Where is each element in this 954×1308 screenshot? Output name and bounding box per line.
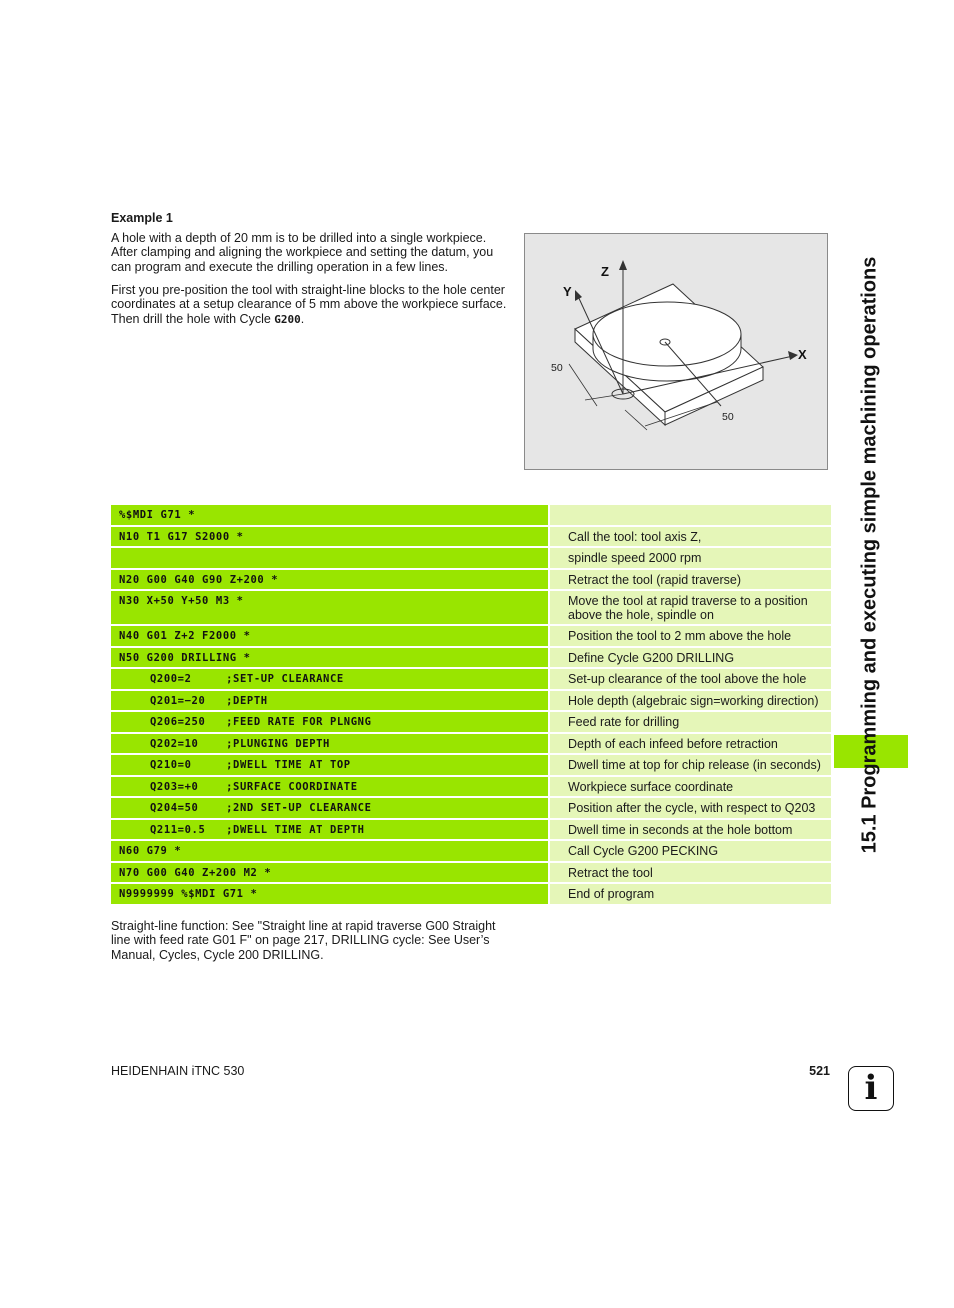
program-row — [111, 669, 831, 689]
dim-x-label: 50 — [722, 411, 734, 423]
program-code: Q202=10 ;PLUNGING DEPTH — [111, 734, 548, 754]
program-row — [111, 626, 831, 646]
workpiece-drawing — [525, 234, 827, 469]
preposition-text: First you pre-position the tool with straight-line blocks to the hole center coordinates at a setup clearance of 5 mm above the workpiece surface. Then drill the hole with Cycle — [111, 283, 507, 326]
info-glyph: i — [864, 1068, 878, 1108]
program-row — [111, 691, 831, 711]
program-row — [111, 648, 831, 668]
program-comment: Workpiece surface coordinate — [550, 777, 831, 797]
program-row — [111, 820, 831, 840]
program-row — [111, 841, 831, 861]
program-row — [111, 755, 831, 775]
dim-x-ext — [625, 410, 647, 430]
disc-top — [593, 302, 741, 366]
program-code: %$MDI G71 * — [111, 505, 548, 525]
section-title-vertical — [850, 215, 890, 895]
program-code: N40 G01 Z+2 F2000 * — [111, 626, 548, 646]
program-code: Q206=250 ;FEED RATE FOR PLNGNG — [111, 712, 548, 732]
program-row — [111, 777, 831, 797]
program-code: N70 G00 G40 Z+200 M2 * — [111, 863, 548, 883]
intro-paragraph: A hole with a depth of 20 mm is to be drilled into a single workpiece. After clamping and aligning the workpiece and setting the datum, you can program and execute the drilling operation in a few lines. — [111, 231, 494, 274]
program-table — [111, 503, 831, 906]
program-row — [111, 548, 831, 568]
cycle-code: G200 — [274, 312, 301, 326]
section-title: 15.1 Programming and executing simple machining operations — [858, 256, 881, 854]
program-comment: Define Cycle G200 DRILLING — [550, 648, 831, 668]
z-arrow — [619, 260, 627, 270]
program-comment: Position the tool to 2 mm above the hole — [550, 626, 831, 646]
program-comment: Dwell time at top for chip release (in seconds) — [550, 755, 831, 775]
program-code: N20 G00 G40 G90 Z+200 * — [111, 570, 548, 590]
footer-product: HEIDENHAIN iTNC 530 — [111, 1064, 245, 1078]
program-code: N60 G79 * — [111, 841, 548, 861]
program-comment: Call the tool: tool axis Z, — [550, 527, 831, 547]
preposition-end: . — [300, 311, 305, 326]
program-body — [111, 505, 831, 904]
axis-x-label: X — [798, 347, 807, 362]
program-code — [111, 548, 548, 568]
axis-y-label: Y — [563, 284, 572, 299]
program-comment: Retract the tool — [550, 863, 831, 883]
program-row — [111, 712, 831, 732]
x-arrow — [788, 351, 798, 360]
axis-z-label: Z — [601, 264, 609, 279]
program-row — [111, 505, 831, 525]
program-row — [111, 734, 831, 754]
program-comment: Position after the cycle, with respect to Q203 — [550, 798, 831, 818]
page-number: 521 — [809, 1064, 830, 1078]
program-code: Q211=0.5 ;DWELL TIME AT DEPTH — [111, 820, 548, 840]
program-code: N9999999 %$MDI G71 * — [111, 884, 548, 904]
program-code: Q200=2 ;SET-UP CLEARANCE — [111, 669, 548, 689]
preposition-paragraph — [111, 283, 511, 327]
program-code: Q201=−20 ;DEPTH — [111, 691, 548, 711]
program-code: Q203=+0 ;SURFACE COORDINATE — [111, 777, 548, 797]
example-heading: Example 1 — [111, 211, 173, 225]
workpiece-figure — [524, 233, 828, 470]
program-comment: Dwell time in seconds at the hole bottom — [550, 820, 831, 840]
program-row — [111, 527, 831, 547]
program-comment: End of program — [550, 884, 831, 904]
dim-y-line — [569, 364, 597, 406]
program-code: Q210=0 ;DWELL TIME AT TOP — [111, 755, 548, 775]
program-row — [111, 863, 831, 883]
y-arrow — [575, 290, 582, 301]
program-row — [111, 570, 831, 590]
program-comment — [550, 505, 831, 525]
program-row — [111, 591, 831, 624]
dim-y-label: 50 — [551, 362, 563, 374]
program-code: N50 G200 DRILLING * — [111, 648, 548, 668]
program-code: N10 T1 G17 S2000 * — [111, 527, 548, 547]
program-row — [111, 798, 831, 818]
program-code: N30 X+50 Y+50 M3 * — [111, 591, 548, 624]
cross-reference: Straight-line function: See "Straight line at rapid traverse G00 Straight line with feed rate G01 F" on page 217, DRILLING cycle: See User’s Manual, Cycles, Cycle 200 DRILLING. — [111, 919, 496, 962]
program-comment: Retract the tool (rapid traverse) — [550, 570, 831, 590]
program-comment: Feed rate for drilling — [550, 712, 831, 732]
program-row — [111, 884, 831, 904]
program-comment: Depth of each infeed before retraction — [550, 734, 831, 754]
program-comment: Move the tool at rapid traverse to a position above the hole, spindle on — [550, 591, 831, 624]
program-comment: Set-up clearance of the tool above the hole — [550, 669, 831, 689]
program-code: Q204=50 ;2ND SET-UP CLEARANCE — [111, 798, 548, 818]
program-comment: spindle speed 2000 rpm — [550, 548, 831, 568]
program-comment: Call Cycle G200 PECKING — [550, 841, 831, 861]
program-comment: Hole depth (algebraic sign=working direction) — [550, 691, 831, 711]
info-icon — [848, 1066, 894, 1111]
